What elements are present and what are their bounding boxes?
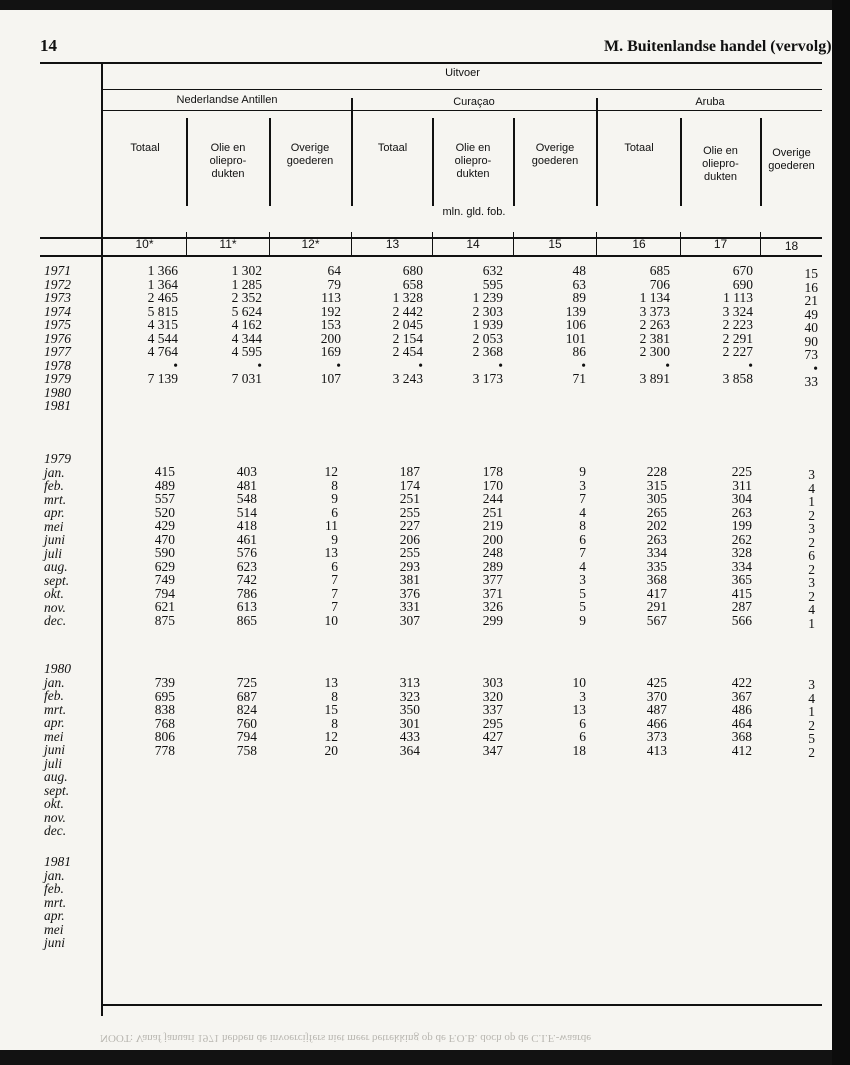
col-number-16: 16 <box>632 237 646 251</box>
col-number-divider <box>513 232 514 255</box>
page-number: 14 <box>40 36 57 55</box>
values-col-11: 1 302 1 285 2 352 5 624 4 162 4 344 4 595 • 7 031 <box>231 263 262 386</box>
col-number-divider <box>432 232 433 255</box>
values-col-18: 15 16 21 49 40 90 73 • 33 <box>804 266 818 389</box>
header-col-14: Olie en oliepro- dukten <box>454 142 492 180</box>
values-1979-col-11: 403 481 548 514 418 461 576 623 742 786 613 865 <box>236 464 257 628</box>
col-number-divider <box>269 232 270 255</box>
header-col-10: Totaal <box>130 142 160 154</box>
column-number-rule <box>40 255 822 257</box>
values-1980-col-15: 10 3 13 6 6 18 <box>572 675 586 758</box>
page-title: M. Buitenlandse handel (vervolg) <box>604 38 832 55</box>
values-1980-col-12: 13 8 15 8 12 20 <box>324 675 338 758</box>
values-1979-col-12: 12 8 9 6 11 9 13 6 7 7 7 10 <box>324 464 338 628</box>
region-rule <box>103 110 822 111</box>
document-page <box>0 10 832 1050</box>
table-left-border <box>101 62 103 1016</box>
values-1979-col-14: 178 170 244 251 219 200 248 289 377 371 326 299 <box>482 464 503 628</box>
row-labels-1979: 1979 jan. feb. mrt. apr. mei juni juli aug. sept. okt. nov. dec. <box>44 451 71 628</box>
row-labels-years: 1971 1972 1973 1974 1975 1976 1977 1978 1979 1980 1981 <box>44 263 71 413</box>
header-col-11: Olie en oliepro- dukten <box>209 142 247 180</box>
values-1980-col-10: 739 695 838 768 806 778 <box>154 675 175 758</box>
col-number-divider <box>351 232 352 255</box>
footnote-bleedthrough: NOOT: Vanaf januari 1971 hebben de invoercijfers niet meer betrekking op de F.O.B. doch op de C.I.F.-waarde <box>100 1032 592 1044</box>
col-number-divider <box>760 232 761 255</box>
values-1979-col-16: 228 315 305 265 202 263 334 335 368 417 291 567 <box>646 464 667 628</box>
values-col-16: 685 706 1 134 3 373 2 263 2 381 2 300 • 3 891 <box>639 263 670 386</box>
values-col-14: 632 595 1 239 2 303 1 939 2 053 2 368 • 3 173 <box>472 263 503 386</box>
values-1980-col-16: 425 370 487 466 373 413 <box>646 675 667 758</box>
col-number-18: 18 <box>784 239 799 253</box>
header-col-18: Overige goederen <box>768 147 815 172</box>
values-col-12: 64 79 113 192 153 200 169 • 107 <box>320 263 341 386</box>
values-col-10: 1 366 1 364 2 465 5 815 4 315 4 544 4 764 • 7 139 <box>147 263 178 386</box>
header-col-15: Overige goederen <box>531 142 579 167</box>
header-col-12: Overige goederen <box>286 142 334 167</box>
values-1980-col-17: 422 367 486 464 368 412 <box>731 675 752 758</box>
col-number-12: 12* <box>301 237 320 251</box>
col-number-17: 17 <box>713 237 728 251</box>
values-1979-col-10: 415 489 557 520 429 470 590 629 749 794 621 875 <box>154 464 175 628</box>
col-number-13: 13 <box>385 237 400 251</box>
col-number-divider <box>596 232 597 255</box>
values-1980-col-11: 725 687 824 760 794 758 <box>236 675 257 758</box>
header-curacao: Curaçao <box>453 96 495 108</box>
header-aruba: Aruba <box>695 96 725 108</box>
header-uitvoer: Uitvoer <box>445 67 480 79</box>
values-1980-col-18: 3 4 1 2 5 2 <box>808 677 815 760</box>
values-col-13: 680 658 1 328 2 442 2 045 2 154 2 454 • 3 243 <box>392 263 423 386</box>
col-number-divider <box>186 232 187 255</box>
header-col-13: Totaal <box>377 142 408 154</box>
values-1980-col-13: 313 323 350 301 433 364 <box>399 675 420 758</box>
col-number-divider <box>680 232 681 255</box>
values-1979-col-17: 225 311 304 263 199 262 328 334 365 415 287 566 <box>731 464 752 628</box>
row-labels-1981: 1981 jan. feb. mrt. apr. mei juni <box>44 854 71 950</box>
values-1980-col-14: 303 320 337 295 427 347 <box>482 675 503 758</box>
col-number-10: 10* <box>135 237 154 251</box>
unit-label: mln. gld. fob. <box>442 206 506 218</box>
table-bottom-rule <box>101 1004 822 1006</box>
page-edge-shadow <box>832 0 850 1065</box>
uitvoer-rule <box>103 89 822 90</box>
col-number-15: 15 <box>548 237 562 251</box>
col-number-14: 14 <box>466 237 480 251</box>
values-1979-col-15: 9 3 7 4 8 6 7 4 3 5 5 9 <box>579 464 586 628</box>
table-top-rule <box>40 62 822 64</box>
values-1979-col-18: 3 4 1 2 3 2 6 2 3 2 4 1 <box>808 467 815 631</box>
values-col-15: 48 63 89 139 106 101 86 • 71 <box>565 263 586 386</box>
header-col-16: Totaal <box>624 142 654 154</box>
row-labels-1980: 1980 jan. feb. mrt. apr. mei juni juli aug. sept. okt. nov. dec. <box>44 661 71 838</box>
header-nederlandse-antillen: Nederlandse Antillen <box>176 94 278 106</box>
values-col-17: 670 690 1 113 3 324 2 223 2 291 2 227 • 3 858 <box>722 263 753 386</box>
col-number-11: 11* <box>219 237 237 251</box>
header-col-17: Olie en oliepro- dukten <box>702 145 739 183</box>
values-1979-col-13: 187 174 251 255 227 206 255 293 381 376 331 307 <box>399 464 420 628</box>
